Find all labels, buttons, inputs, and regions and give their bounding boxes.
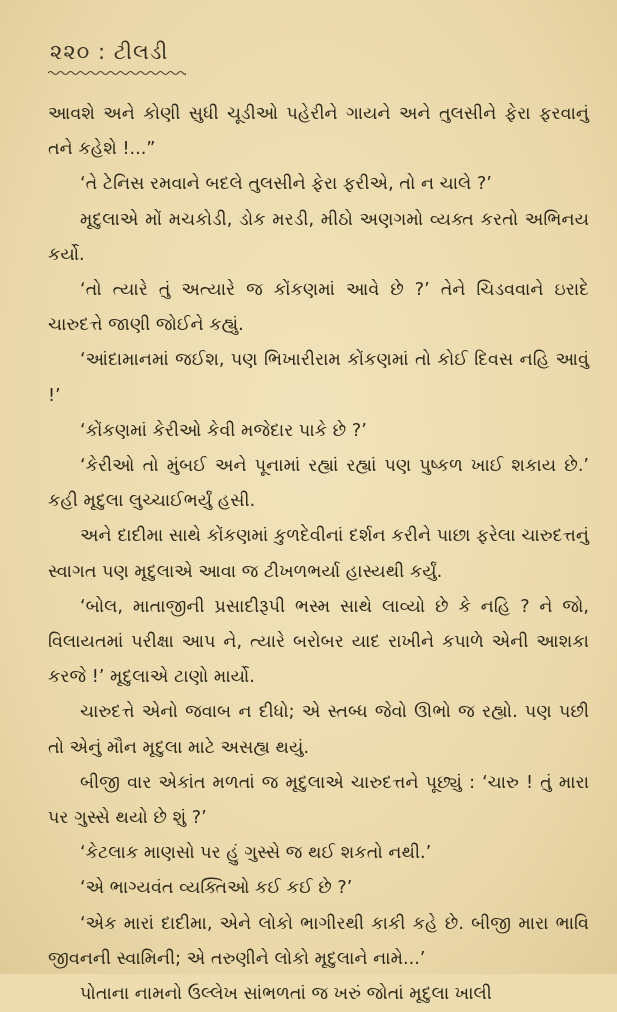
paragraph: ચારુદત્તે એનો જવાબ ન દીધો; એ સ્તબ્ધ જેવો ઊભો જ રહ્યો. પણ પછી તો એનું મૌન મૃદુલા માટે અસહ્ય થયું. [48,702,589,758]
paragraph: ‘કોંકણમાં કેરીઓ કેવી મજેદાર પાકે છે ?’ [80,420,367,441]
paragraph: પોતાના નામનો ઉલ્લેખ સાંભળતાં જ ખરું જોતાં મૃદુલા ખાલી [80,984,492,1005]
paragraph: બીજી વાર એકાંત મળતાં જ મૃદુલાએ ચારુદત્તને પૂછ્યું : ‘ચારુ ! તું મારા પર ગુસ્સે થયો છે શું ?’ [48,772,589,829]
paragraph: મૃદુલાએ મોં મચકોડી, ડોક મરડી, મીઠો અણગમો વ્યક્ત કરતો અભિનય કર્યો. [48,209,589,265]
paragraph: ‘તો ત્યારે તું અત્યારે જ કોંકણમાં આવે છે ?’ તેને ચિડવવાને ઇરાદે ચારુદત્તે જાણી જોઈને કહ્યું. [48,280,589,336]
running-header: ૨૨૦ : ટીલડી [50,40,169,64]
paragraph: ‘બોલ, માતાજીની પ્રસાદીરૂપી ભસ્મ સાથે લાવ્યો છે કે નહિ ? ને જો, વિલાયતમાં પરીક્ષા આપ ને, ત્યારે બરોબર યાદ રાખીને કપાળે એની આશકા કરજે !’ મૃદુલાએ ટાણો માર્યો. [48,596,589,688]
paragraph: ‘તે ટેનિસ રમવાને બદલે તુલસીને ફેરા ફરીએ, તો ન ચાલે ?’ [80,174,492,195]
paragraph: અને દાદીમા સાથે કોંકણમાં કુળદેવીનાં દર્શન કરીને પાછા ફરેલા ચારુદત્તનું સ્વાગત પણ મૃદુલાએ આવા જ ટીખળભર્યા હાસ્યથી કર્યું. [48,526,589,582]
paragraph: આવશે અને કોણી સુધી ચૂડીઓ પહેરીને ગાયને અને તુલસીને ફેરા ફરવાનું તને કહેશે !...” [48,104,589,160]
paragraph: ‘કેટલાક માણસો પર હું ગુસ્સે જ થઈ શકતો નથી.’ [80,843,432,864]
body-text [48,97,589,1012]
paragraph: ‘આંદામાનમાં જઈશ, પણ ભિખારીરામ કોંકણમાં તો કોઈ દિવસ નહિ આવું !’ [48,350,589,406]
paragraph: ‘એ ભાગ્યવંત વ્યક્તિઓ કઈ કઈ છે ?’ [80,878,353,899]
paragraph: ‘કેરીઓ તો મુંબઈ અને પૂનામાં રહ્યાં રહ્યાં પણ પુષ્કળ ખાઈ શકાય છે.’ કહી મૃદુલા લુચ્ચાઈભર્યું હસી. [48,456,589,512]
header-ornament-rule [48,69,186,77]
paragraph: ‘એક મારાં દાદીમા, એને લોકો ભાગીરથી કાકી કહે છે. બીજી મારા ભાવિ જીવનની સ્વામિની; એ તરુણીને લોકો મૃદુલાને નામે...’ [48,913,589,969]
